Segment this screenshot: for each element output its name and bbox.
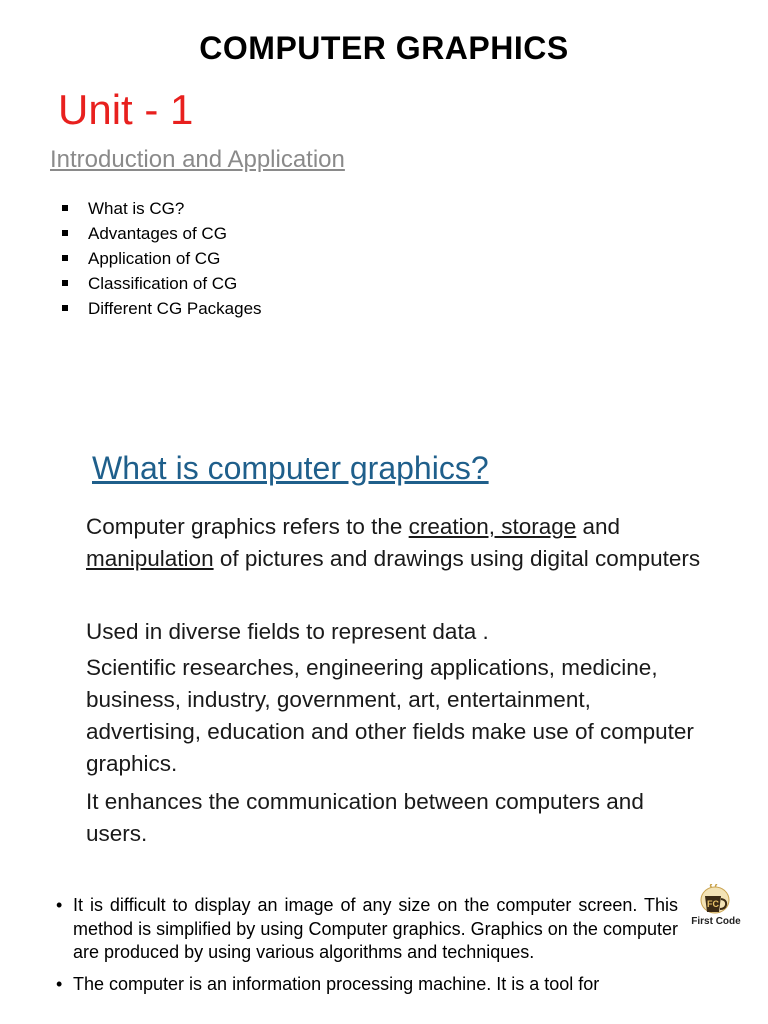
section-heading: What is computer graphics? [92, 450, 489, 486]
bullet-dot-icon: • [56, 973, 63, 994]
detail-bullet-text: It is difficult to display an image of any size on the computer screen. This method is simplified by using Computer graphics. Graphics on the computer are produced by using various algorithms and techniques. [73, 895, 678, 962]
square-bullet-icon [62, 305, 68, 311]
topic-label: Different CG Packages [88, 299, 262, 318]
topic-label: Classification of CG [88, 274, 238, 293]
document-title: COMPUTER GRAPHICS [199, 30, 569, 66]
detail-bullet-item [56, 894, 678, 965]
communication-paragraph: It enhances the communication between computers and users. [86, 789, 644, 846]
fields-paragraph: Scientific researches, engineering applications, medicine, business, industry, government, art, entertainment, advertising, education and other fields make use of computer graphics. [86, 655, 694, 776]
underlined-term: creation, storage [408, 514, 577, 539]
square-bullet-icon [62, 205, 68, 211]
topic-item [62, 271, 262, 296]
unit-subtitle: Introduction and Application [50, 146, 345, 173]
square-bullet-icon [62, 255, 68, 261]
definition-paragraph [86, 511, 706, 575]
detail-bullet-item [56, 973, 678, 997]
unit-label: Unit - 1 [58, 86, 194, 133]
usage-paragraph: Used in diverse fields to represent data . [86, 619, 489, 644]
topic-label: Application of CG [88, 249, 221, 268]
square-bullet-icon [62, 280, 68, 286]
paragraph-text: and [576, 514, 621, 539]
topic-list [62, 196, 262, 321]
first-code-logo [686, 884, 746, 934]
topic-item [62, 221, 262, 246]
bullet-dot-icon: • [56, 895, 63, 915]
topic-item [62, 296, 262, 321]
logo-text: First Code [691, 916, 741, 927]
topic-item [62, 196, 262, 221]
coffee-cup-icon [686, 884, 746, 918]
square-bullet-icon [62, 230, 68, 236]
paragraph-text: of pictures and drawings using digital computers [213, 546, 701, 571]
underlined-term: manipulation [86, 546, 214, 571]
paragraph-text: Computer graphics refers to the [86, 514, 409, 539]
topic-item [62, 246, 262, 271]
detail-bullet-text: The computer is an information processing machine. It is a tool for [73, 973, 600, 994]
topic-label: What is CG? [88, 199, 185, 218]
svg-text:FC: FC [707, 899, 719, 909]
detail-bullet-list [56, 894, 678, 1004]
topic-label: Advantages of CG [88, 224, 227, 243]
